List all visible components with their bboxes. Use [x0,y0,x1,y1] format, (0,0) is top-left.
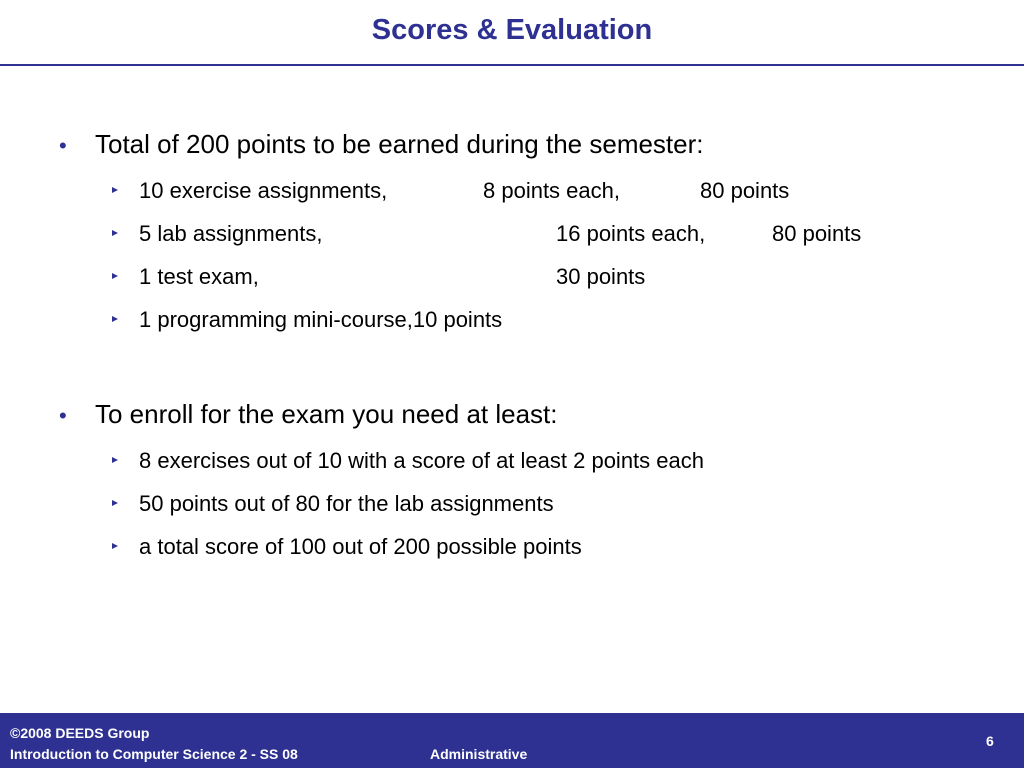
sub-bullet-text: a total score of 100 out of 200 possible points [139,534,582,559]
triangle-bullet-icon [112,273,118,279]
triangle-bullet-icon [112,543,118,549]
footer-section: Administrative [430,746,528,762]
item-total: 80 points [772,221,862,246]
item-label: 1 programming mini-course,10 points [139,307,503,332]
item-total: 80 points [700,178,790,203]
item-label: 5 lab assignments, [139,221,323,246]
item-total: 30 points [556,264,646,289]
triangle-bullet-icon [112,500,118,506]
item-per: 8 points each, [483,178,620,203]
title-divider [0,64,1024,66]
triangle-bullet-icon [112,316,118,322]
bullet-total-points [59,128,704,162]
footer-copyright: ©2008 DEEDS Group [10,725,150,741]
triangle-bullet-icon [112,187,118,193]
triangle-bullet-icon [112,457,118,463]
item-label: 10 exercise assignments, [139,178,388,203]
bullet-text: Total of 200 points to be earned during the semester: [95,129,704,159]
page-number: 6 [986,733,994,749]
sub-bullet-text: 50 points out of 80 for the lab assignments [139,491,554,516]
bullet-text: To enroll for the exam you need at least: [95,399,558,429]
sub-bullet-text: 8 exercises out of 10 with a score of at least 2 points each [139,448,704,473]
triangle-bullet-icon [112,230,118,236]
bullet-enroll [59,398,558,432]
item-label: 1 test exam, [139,264,259,289]
item-per: 16 points each, [556,221,706,246]
footer-course: Introduction to Computer Science 2 - SS 08 [10,746,298,762]
bullet-dot-icon: • [59,133,67,158]
slide-footer [0,713,1024,768]
bullet-dot-icon: • [59,403,67,428]
slide-title: Scores & Evaluation [371,14,653,46]
